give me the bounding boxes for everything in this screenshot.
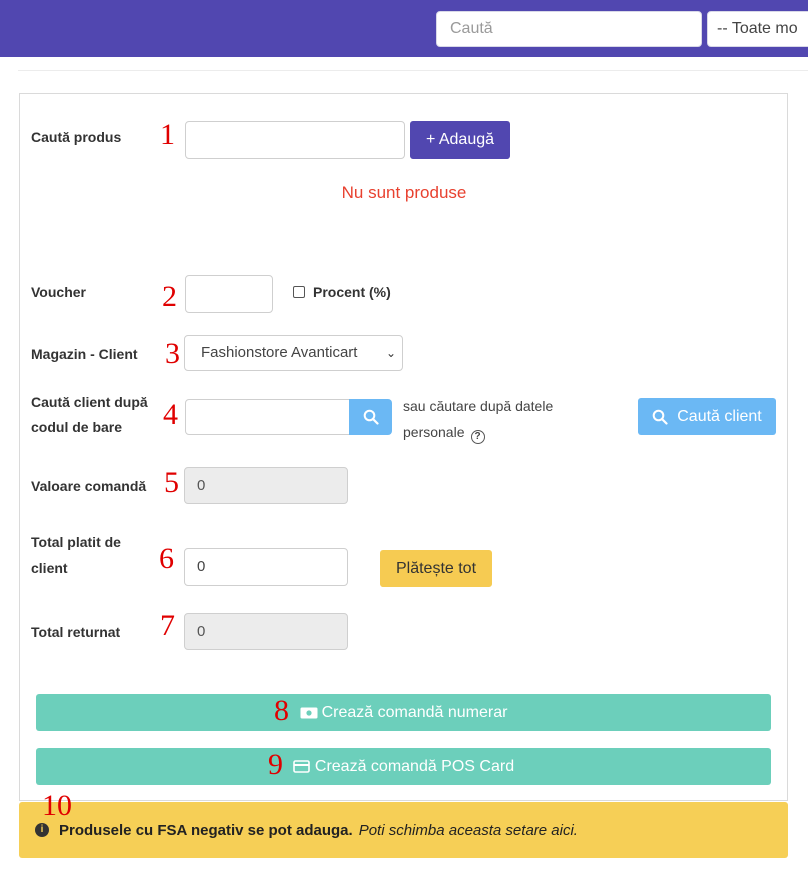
barcode-label-line2: codul de bare xyxy=(31,419,123,435)
marker-3: 3 xyxy=(165,337,180,370)
percent-label: Procent (%) xyxy=(313,284,391,300)
hint-line1: sau căutare după datele xyxy=(403,398,554,414)
returned-total-label: Total returnat xyxy=(31,624,121,640)
info-icon: i xyxy=(35,823,49,837)
search-icon xyxy=(363,409,379,425)
search-icon xyxy=(652,409,668,425)
create-cash-order-button[interactable] xyxy=(36,694,771,731)
store-filter-select[interactable]: -- Toate mo xyxy=(707,11,808,47)
order-value-field: 0 xyxy=(184,467,348,504)
hint-line2: personale xyxy=(403,424,465,440)
top-navbar xyxy=(0,0,808,57)
empty-products-message: Nu sunt produse xyxy=(341,183,467,202)
voucher-label: Voucher xyxy=(31,284,86,300)
alert-settings-link[interactable]: Poti schimba aceasta setare aici. xyxy=(358,821,578,839)
money-icon xyxy=(300,707,318,719)
returned-total-field: 0 xyxy=(184,613,348,650)
barcode-label-line1: Caută client după xyxy=(31,394,148,410)
marker-1: 1 xyxy=(160,118,175,151)
marker-7: 7 xyxy=(160,609,175,642)
marker-6: 6 xyxy=(159,542,174,575)
help-icon[interactable]: ? xyxy=(471,430,485,444)
order-value-label: Valoare comandă xyxy=(31,478,147,494)
percent-checkbox[interactable] xyxy=(293,286,305,298)
card-order-label: Crează comandă POS Card xyxy=(314,757,515,775)
barcode-input[interactable] xyxy=(185,399,350,435)
store-client-select[interactable] xyxy=(184,335,403,371)
marker-8: 8 xyxy=(274,694,289,727)
product-search-label: Caută produs xyxy=(31,129,122,145)
paid-total-label-line1: Total platit de xyxy=(31,534,121,550)
marker-9: 9 xyxy=(268,748,283,781)
voucher-input[interactable] xyxy=(185,275,273,313)
store-client-label: Magazin - Client xyxy=(31,346,138,362)
header-search-input[interactable]: Caută xyxy=(436,11,702,47)
paid-total-input[interactable]: 0 xyxy=(184,548,348,586)
percent-option[interactable] xyxy=(293,284,391,300)
search-client-label: Caută client xyxy=(677,408,762,425)
create-card-order-button[interactable] xyxy=(36,748,771,785)
store-client-selected: Fashionstore Avanticart xyxy=(201,344,358,361)
pay-all-button[interactable]: Plătește tot xyxy=(380,550,492,587)
search-client-button[interactable] xyxy=(638,398,776,435)
chevron-down-icon: ⌄ xyxy=(385,346,396,360)
paid-total-label-line2: client xyxy=(31,560,68,576)
marker-4: 4 xyxy=(163,398,178,431)
add-product-button[interactable]: + Adaugă xyxy=(410,121,510,159)
fsa-info-alert xyxy=(19,802,788,858)
alert-bold-text: Produsele cu FSA negativ se pot adauga. xyxy=(59,821,353,839)
marker-2: 2 xyxy=(162,280,177,313)
personal-data-hint xyxy=(403,393,603,445)
credit-card-icon xyxy=(293,760,310,773)
marker-5: 5 xyxy=(164,466,179,499)
barcode-search-button[interactable] xyxy=(349,399,392,435)
cash-order-label: Crează comandă numerar xyxy=(321,703,508,721)
product-search-input[interactable] xyxy=(185,121,405,159)
divider xyxy=(18,70,808,71)
marker-10: 10 xyxy=(42,789,72,822)
